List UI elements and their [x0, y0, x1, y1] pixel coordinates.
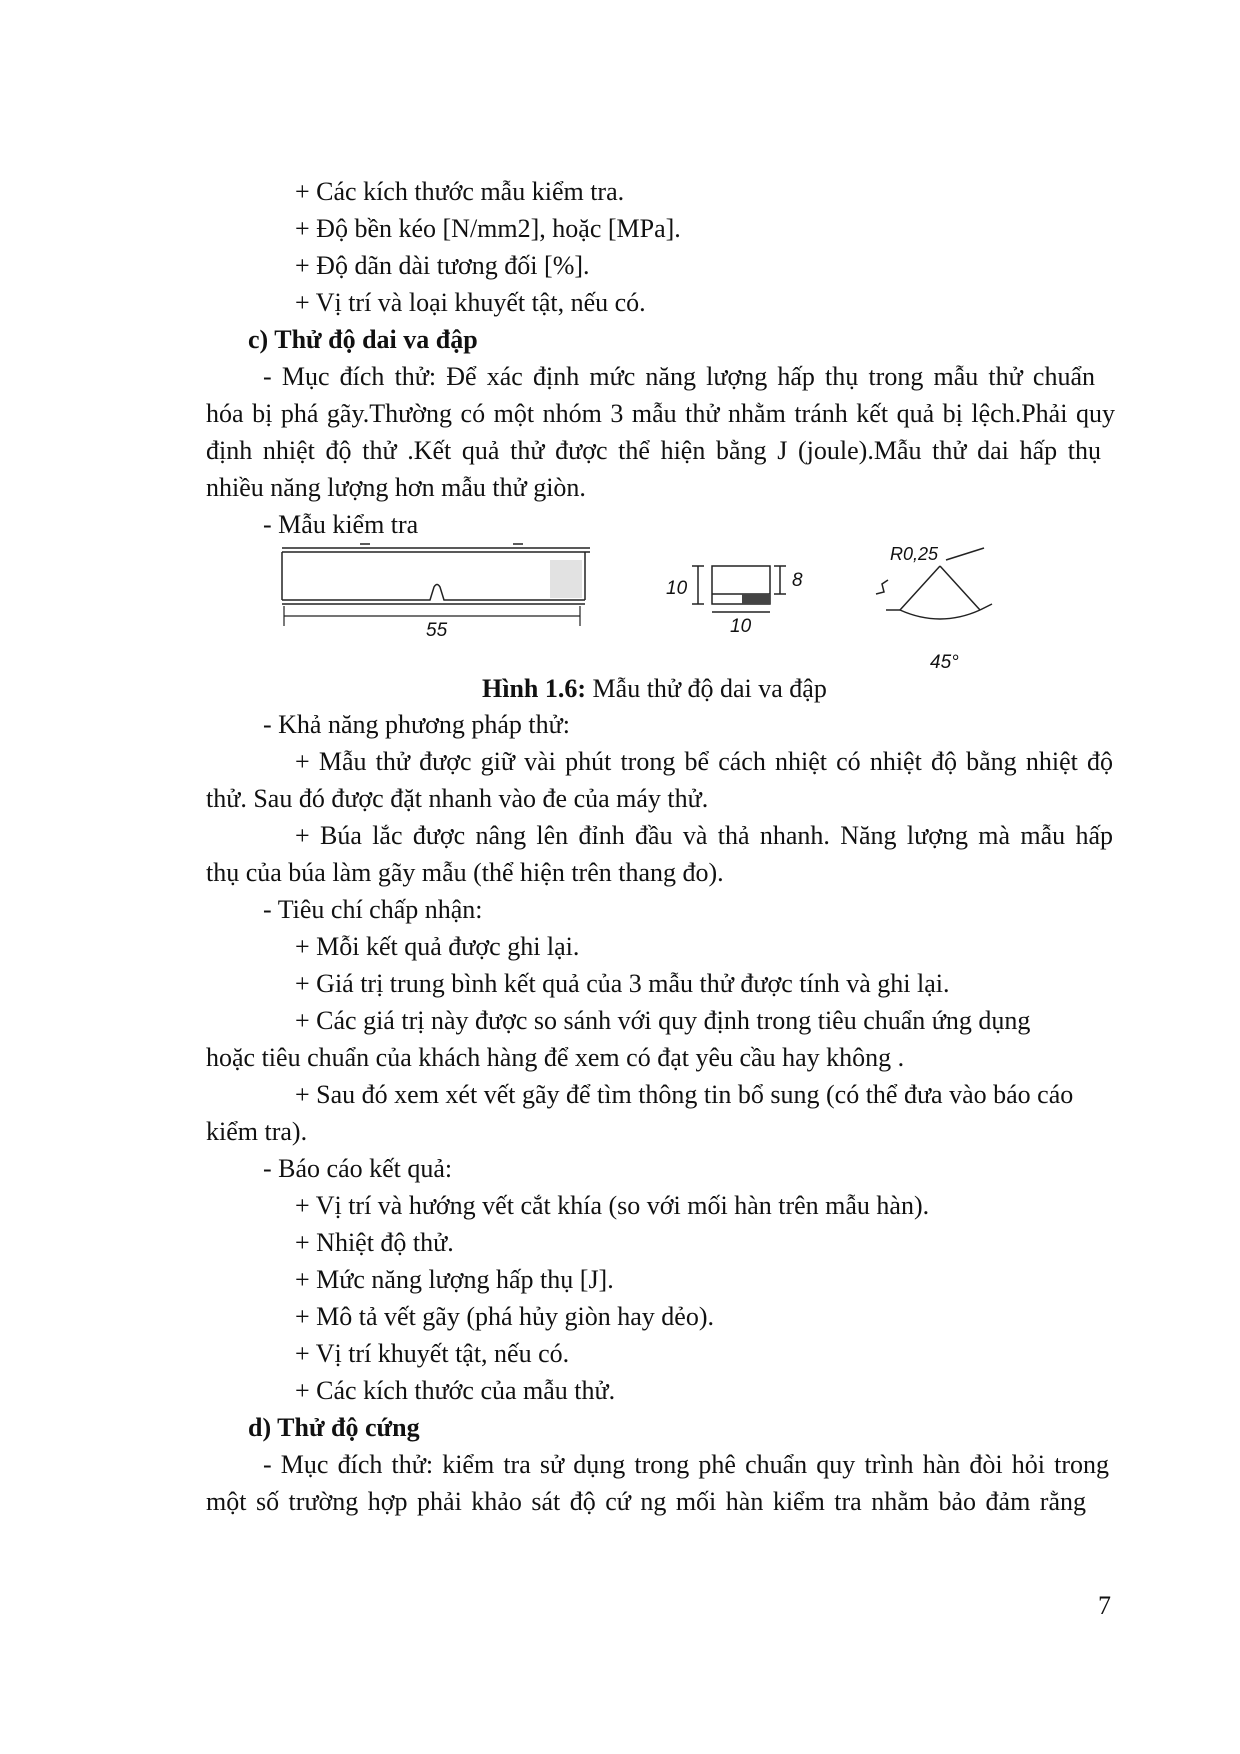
specimen-bar: [282, 544, 590, 604]
list-item: + Vị trí và hướng vết cắt khía (so với mối hàn trên mẫu hàn).: [295, 1191, 930, 1220]
list-item: + Các kích thước mẫu kiểm tra.: [295, 177, 625, 206]
list-item: - Báo cáo kết quả:: [263, 1154, 453, 1183]
paragraph-line: hoặc tiêu chuẩn của khách hàng để xem có đạt yêu cầu hay không .: [206, 1043, 905, 1072]
paragraph-line: kiểm tra).: [206, 1117, 308, 1146]
paragraph-line: thụ của búa làm gãy mẫu (thể hiện trên thang đo).: [206, 858, 724, 887]
list-item: - Khả năng phương pháp thử:: [263, 710, 570, 739]
paragraph-line: - Mục đích thử: kiểm tra sử dụng trong phê chuẩn quy trình hàn đòi hỏi trong: [263, 1450, 1109, 1479]
list-item: + Độ bền kéo [N/mm2], hoặc [MPa].: [295, 214, 681, 243]
specimen-shading: [550, 560, 582, 598]
cross-section: [692, 566, 786, 612]
notch-section-shading: [742, 594, 770, 604]
list-item: + Vị trí và loại khuyết tật, nếu có.: [295, 288, 646, 317]
dim-height-label: 10: [666, 578, 688, 599]
list-item: + Mỗi kết quả được ghi lại.: [295, 932, 580, 961]
notch-radius-label: R0,25: [890, 544, 939, 564]
paragraph-line: một số trường hợp phải khảo sát độ cứ ng mối hàn kiểm tra nhằm bảo đảm rằng: [206, 1487, 1086, 1516]
list-item: + Mô tả vết gãy (phá hủy giòn hay dẻo).: [295, 1302, 715, 1331]
paragraph-line: + Búa lắc được nâng lên đỉnh đầu và thả nhanh. Năng lượng mà mẫu hấp: [295, 821, 1113, 850]
dim-length-label: 55: [426, 620, 448, 641]
paragraph-line: định nhiệt độ thử .Kết quả thử được thể hiện bằng J (joule).Mẫu thử dai hấp thụ: [206, 436, 1101, 465]
notch-angle-label: 45°: [930, 652, 959, 673]
impact-specimen-figure: [280, 540, 1000, 680]
caption-label: Hình 1.6:: [482, 674, 587, 703]
section-heading-c: c) Thử độ dai va đập: [248, 325, 478, 354]
figure-caption: [482, 673, 827, 705]
dim-below-notch-label: 8: [792, 570, 803, 591]
paragraph-line: thử. Sau đó được đặt nhanh vào đe của máy thử.: [206, 784, 709, 813]
caption-text: Mẫu thử độ dai va đập: [586, 674, 827, 703]
page-number: 7: [1098, 1591, 1111, 1620]
paragraph-line: nhiều năng lượng hơn mẫu thử giòn.: [206, 473, 586, 502]
list-item: + Vị trí khuyết tật, nếu có.: [295, 1339, 570, 1368]
dim-width-label: 10: [730, 616, 752, 637]
paragraph-line: hóa bị phá gãy.Thường có một nhóm 3 mẫu thử nhằm tránh kết quả bị lệch.Phải quy: [206, 399, 1115, 428]
list-item: + Sau đó xem xét vết gãy để tìm thông tin bổ sung (có thể đưa vào báo cáo: [295, 1080, 1074, 1109]
list-item: + Giá trị trung bình kết quả của 3 mẫu thử được tính và ghi lại.: [295, 969, 950, 998]
section-heading-d: d) Thử độ cứng: [248, 1413, 420, 1442]
list-item: + Độ dãn dài tương đối [%].: [295, 251, 590, 280]
list-item: + Các kích thước của mẫu thử.: [295, 1376, 616, 1405]
list-item: + Các giá trị này được so sánh với quy định trong tiêu chuẩn ứng dụng: [295, 1006, 1031, 1035]
list-item: + Nhiệt độ thử.: [295, 1228, 454, 1257]
paragraph-line: + Mẫu thử được giữ vài phút trong bể cách nhiệt có nhiệt độ bằng nhiệt độ: [295, 747, 1113, 776]
list-item: - Tiêu chí chấp nhận:: [263, 895, 483, 924]
list-item: + Mức năng lượng hấp thụ [J].: [295, 1265, 614, 1294]
list-item: - Mẫu kiểm tra: [263, 510, 419, 539]
paragraph-line: - Mục đích thử: Để xác định mức năng lượng hấp thụ trong mẫu thử chuẩn: [263, 362, 1095, 391]
